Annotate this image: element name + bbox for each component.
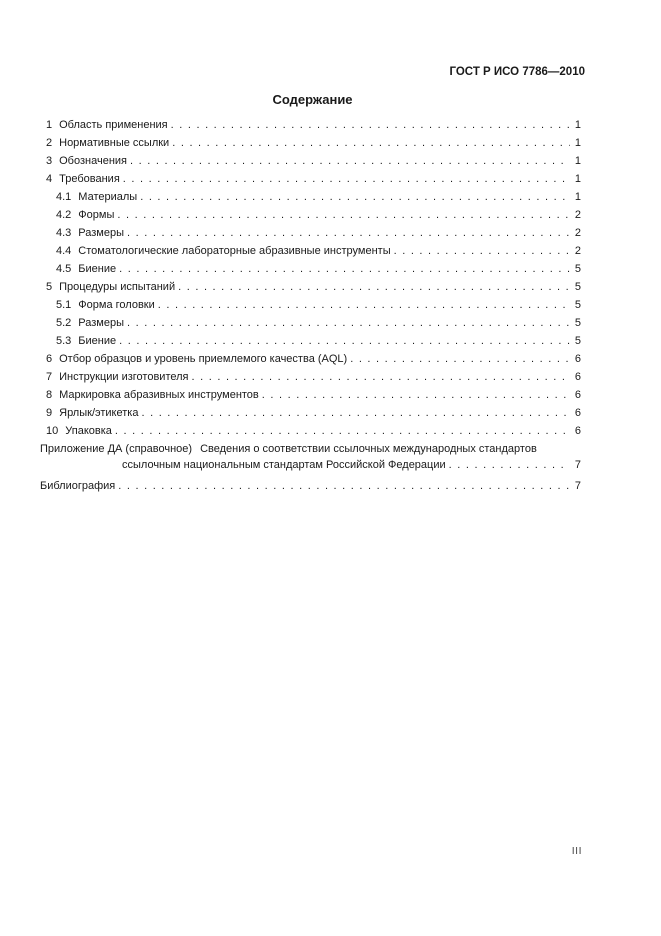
toc-entry-page: 1 (574, 155, 581, 167)
toc-entry-number: 4.4 (56, 245, 72, 257)
toc-entry-label: Форма головки (78, 299, 155, 311)
dot-leader (124, 224, 570, 242)
toc-entry-label: Ярлык/этикетка (59, 407, 139, 419)
toc-entry-page: 7 (574, 480, 581, 492)
toc-entry (40, 332, 581, 350)
toc-entry-page: 6 (574, 389, 581, 401)
toc-entry-number: 4.2 (56, 209, 72, 221)
appendix-label: Приложение ДА (справочное) (40, 443, 193, 455)
dot-leader (446, 458, 570, 472)
dot-leader (168, 116, 570, 134)
dot-leader (120, 170, 570, 188)
toc-entry-page: 7 (574, 459, 581, 471)
toc-entry-page: 5 (574, 317, 581, 329)
toc-entry-number: 5.3 (56, 335, 72, 347)
toc-entry-number: 6 (46, 353, 53, 365)
bibliography-label: Библиография (40, 480, 116, 492)
toc-entry-label: Маркировка абразивных инструментов (59, 389, 259, 401)
toc-entry (40, 152, 581, 170)
toc-entry (40, 368, 581, 386)
toc-entry-page: 1 (574, 191, 581, 203)
toc-entry-number: 2 (46, 137, 53, 149)
toc-entry-label: Упаковка (65, 425, 112, 437)
toc-entry-page: 6 (574, 425, 581, 437)
toc-entry (40, 170, 581, 188)
dot-leader (116, 260, 570, 278)
toc-entry (40, 224, 581, 242)
toc-entry-appendix-line1 (40, 440, 581, 458)
dot-leader (138, 404, 570, 422)
page-number: III (571, 845, 582, 857)
toc-entry-label: Биение (78, 263, 117, 275)
toc-entry-label: Требования (59, 173, 120, 185)
dot-leader (175, 278, 570, 296)
toc-entry-appendix-line2 (40, 458, 581, 472)
dot-leader (114, 206, 570, 224)
toc-entry (40, 296, 581, 314)
toc-entry (40, 404, 581, 422)
toc-entry-number: 4 (46, 173, 53, 185)
dot-leader (127, 152, 570, 170)
appendix-title-line2: ссылочным национальным стандартам Российской Федерации (122, 459, 446, 471)
toc-entry-label: Биение (78, 335, 117, 347)
toc-entry (40, 188, 581, 206)
toc-list (40, 116, 581, 495)
toc-entry-label: Процедуры испытаний (59, 281, 176, 293)
appendix-title-line1: Сведения о соответствии ссылочных международных стандартов (200, 443, 537, 455)
toc-entry-number: 5 (46, 281, 53, 293)
toc-entry (40, 350, 581, 368)
dot-leader (124, 314, 570, 332)
toc-entry-label: Размеры (78, 227, 125, 239)
page-title: Содержание (272, 92, 353, 107)
toc-entry-number: 3 (46, 155, 53, 167)
toc-entry-label: Инструкции изготовителя (59, 371, 189, 383)
toc-entry (40, 206, 581, 224)
toc-entry-label: Область применения (59, 119, 168, 131)
dot-leader (116, 332, 570, 350)
toc-entry-page: 5 (574, 263, 581, 275)
toc-entry-label: Обозначения (59, 155, 127, 167)
dot-leader (391, 242, 570, 260)
toc-entry-page: 2 (574, 245, 581, 257)
toc-entry-number: 4.3 (56, 227, 72, 239)
toc-entry-number: 1 (46, 119, 53, 131)
toc-entry-page: 1 (574, 173, 581, 185)
toc-entry (40, 422, 581, 440)
toc-entry-label: Отбор образцов и уровень приемлемого качества (AQL) (59, 353, 348, 365)
toc-entry-label: Стоматологические лабораторные абразивные инструменты (78, 245, 391, 257)
toc-entry-number: 4.1 (56, 191, 72, 203)
dot-leader (169, 134, 570, 152)
toc-entry-page: 2 (574, 227, 581, 239)
dot-leader (259, 386, 570, 404)
dot-leader (155, 296, 570, 314)
toc-entry-page: 1 (574, 119, 581, 131)
toc-entry-page: 5 (574, 335, 581, 347)
toc-entry-number: 5.2 (56, 317, 72, 329)
toc-entry-page: 6 (574, 353, 581, 365)
toc-entry-number: 4.5 (56, 263, 72, 275)
toc-entry (40, 134, 581, 152)
dot-leader (112, 422, 570, 440)
toc-entry-number: 9 (46, 407, 53, 419)
toc-entry-bibliography (40, 477, 581, 495)
standard-code: ГОСТ Р ИСО 7786—2010 (449, 66, 585, 78)
toc-entry-number: 10 (46, 425, 59, 437)
toc-entry-page: 1 (574, 137, 581, 149)
dot-leader (189, 368, 571, 386)
toc-entry-label: Нормативные ссылки (59, 137, 170, 149)
toc-entry-number: 5.1 (56, 299, 72, 311)
dot-leader (347, 350, 570, 368)
toc-entry-label: Материалы (78, 191, 138, 203)
toc-entry-page: 6 (574, 371, 581, 383)
toc-entry (40, 116, 581, 134)
toc-entry-page: 5 (574, 299, 581, 311)
toc-entry (40, 260, 581, 278)
toc-entry (40, 314, 581, 332)
toc-entry-label: Формы (78, 209, 115, 221)
toc-entry-page: 6 (574, 407, 581, 419)
toc-entry-label: Размеры (78, 317, 125, 329)
toc-entry-page: 5 (574, 281, 581, 293)
toc-entry-number: 7 (46, 371, 53, 383)
toc-entry-number: 8 (46, 389, 53, 401)
toc-entry-page: 2 (574, 209, 581, 221)
toc-entry (40, 242, 581, 260)
toc-numbered-entries (40, 116, 581, 440)
dot-leader (115, 477, 570, 495)
toc-entry (40, 386, 581, 404)
toc-entry (40, 278, 581, 296)
dot-leader (137, 188, 570, 206)
